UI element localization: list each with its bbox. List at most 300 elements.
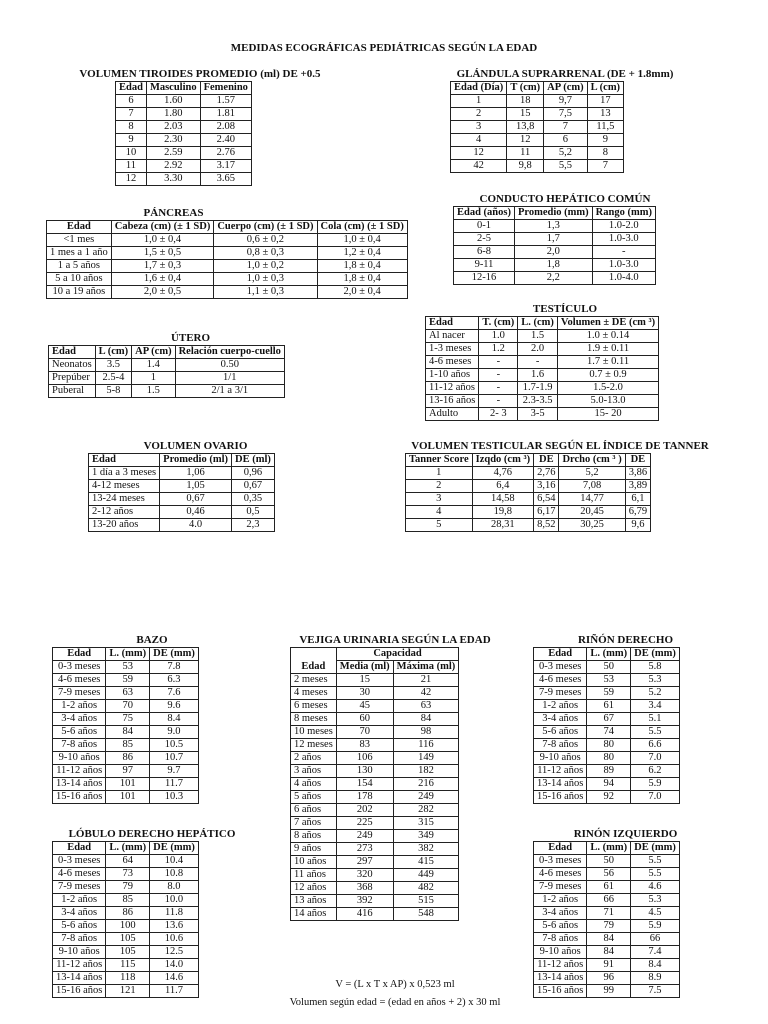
- table-cell: 15: [336, 674, 393, 687]
- table-cell: 2.30: [146, 134, 200, 147]
- table-cell: 84: [393, 713, 459, 726]
- tiroides-title: VOLUMEN TIROIDES PROMEDIO (ml) DE +0.5: [79, 68, 321, 80]
- table-cell: 416: [336, 908, 393, 921]
- table-row: [454, 272, 656, 285]
- table-cell: 59: [587, 687, 631, 700]
- tanner-table: [405, 453, 651, 532]
- table-cell: 9: [116, 134, 147, 147]
- table-cell: 12-16: [454, 272, 515, 285]
- table-row: [406, 506, 651, 519]
- table-cell: <1 mes: [47, 234, 112, 247]
- table-row: [451, 95, 624, 108]
- table-row: [534, 881, 680, 894]
- table-cell: 449: [393, 869, 459, 882]
- table-cell: 96: [587, 972, 631, 985]
- table-cell: 10.0: [150, 894, 199, 907]
- table-header-cell: Rango (mm): [592, 207, 655, 220]
- table-header-cell: Tanner Score: [406, 454, 473, 467]
- table-row: [116, 173, 252, 186]
- table-cell: 15-16 años: [534, 985, 587, 998]
- table-cell: 5 a 10 años: [47, 273, 112, 286]
- table-row: [49, 385, 285, 398]
- hepatico-title: CONDUCTO HEPÁTICO COMÚN: [479, 193, 651, 205]
- table-cell: 20,45: [559, 506, 625, 519]
- table-cell: 6.2: [631, 765, 680, 778]
- table-cell: 10.5: [150, 739, 199, 752]
- table-cell: 2,0 ± 0,5: [111, 286, 214, 299]
- table-row: [47, 260, 408, 273]
- table-cell: 115: [106, 959, 150, 972]
- table-row: [534, 868, 680, 881]
- table-row: [47, 234, 408, 247]
- table-cell: 0,96: [232, 467, 275, 480]
- table-header-cell: T (cm): [507, 82, 544, 95]
- table-cell: 13: [587, 108, 623, 121]
- table-cell: 4 meses: [291, 687, 337, 700]
- table-cell: 13,8: [507, 121, 544, 134]
- table-cell: 13-20 años: [89, 519, 160, 532]
- table-cell: 415: [393, 856, 459, 869]
- table-cell: 12 meses: [291, 739, 337, 752]
- table-cell: 1.80: [146, 108, 200, 121]
- table-row: [116, 134, 252, 147]
- table-row: [53, 778, 199, 791]
- table-cell: -: [479, 395, 518, 408]
- table-cell: 0-3 meses: [534, 855, 587, 868]
- table-cell: 11.8: [150, 907, 199, 920]
- table-header-cell: AP (cm): [544, 82, 587, 95]
- table-row: [291, 765, 459, 778]
- table-cell: 7.8: [150, 661, 199, 674]
- pancreas-table: [46, 220, 408, 299]
- table-cell: 84: [587, 946, 631, 959]
- table-row: [534, 907, 680, 920]
- table-cell: 0-1: [454, 220, 515, 233]
- table-cell: 1.0-3.0: [592, 233, 655, 246]
- utero-title: ÚTERO: [170, 332, 211, 344]
- table-cell: 8.9: [631, 972, 680, 985]
- table-row: [534, 791, 680, 804]
- table-cell: 3-5: [518, 408, 558, 421]
- table-row: [89, 506, 275, 519]
- table-cell: 73: [106, 868, 150, 881]
- table-row: [53, 765, 199, 778]
- utero-table: [48, 345, 285, 398]
- table-cell: -: [479, 356, 518, 369]
- table-header-cell: Cuerpo (cm) (± 1 SD): [214, 221, 317, 234]
- table-cell: 0-3 meses: [53, 855, 106, 868]
- table-cell: 1,05: [160, 480, 232, 493]
- table-cell: 74: [587, 726, 631, 739]
- table-group-header-row: [291, 648, 459, 661]
- rinon-izq-title: RINÓN IZQUIERDO: [573, 828, 678, 840]
- table-cell: 5: [406, 519, 473, 532]
- table-cell: 1,1 ± 0,3: [214, 286, 317, 299]
- testiculo-table: [425, 316, 659, 421]
- table-row: [53, 752, 199, 765]
- table-row: [426, 330, 659, 343]
- table-cell: 5,5: [544, 160, 587, 173]
- table-cell: 6-8: [454, 246, 515, 259]
- table-cell: 149: [393, 752, 459, 765]
- table-row: [53, 739, 199, 752]
- table-cell: 12 años: [291, 882, 337, 895]
- table-header-cell: L. (mm): [587, 648, 631, 661]
- table-cell: 1: [406, 467, 473, 480]
- table-row: [291, 908, 459, 921]
- table-header-cell: Drcho (cm ³ ): [559, 454, 625, 467]
- table-cell: -: [518, 356, 558, 369]
- table-cell: 101: [106, 778, 150, 791]
- table-cell: 84: [587, 933, 631, 946]
- table-cell: 2.92: [146, 160, 200, 173]
- table-row: [426, 343, 659, 356]
- table-cell: 4-6 meses: [534, 674, 587, 687]
- table-header-row: [47, 221, 408, 234]
- table-row: [291, 856, 459, 869]
- table-cell: 7-9 meses: [53, 881, 106, 894]
- table-cell: 30: [336, 687, 393, 700]
- rinon-der-title: RIÑÓN DERECHO: [577, 634, 674, 646]
- suprarrenal-title: GLÁNDULA SUPRARRENAL (DE + 1.8mm): [456, 68, 674, 80]
- table-cell: 1.5: [132, 385, 175, 398]
- table-cell: 1: [451, 95, 507, 108]
- table-cell: 84: [106, 726, 150, 739]
- table-cell: 2- 3: [479, 408, 518, 421]
- table-cell: -: [479, 382, 518, 395]
- table-cell: 1.4: [132, 359, 175, 372]
- table-cell: 1 a 5 años: [47, 260, 112, 273]
- table-row: [291, 843, 459, 856]
- table-row: [53, 791, 199, 804]
- testiculo-title: TESTÍCULO: [532, 303, 598, 315]
- tiroides-section: [40, 68, 360, 186]
- table-cell: 98: [393, 726, 459, 739]
- table-cell: 4.6: [631, 881, 680, 894]
- table-header-row: [451, 82, 624, 95]
- table-row: [89, 480, 275, 493]
- table-row: [291, 726, 459, 739]
- vejiga-formula: V = (L x T x AP) x 0,523 ml: [335, 979, 455, 990]
- table-row: [53, 661, 199, 674]
- table-cell: 4,76: [472, 467, 533, 480]
- table-header-cell: Edad (Día): [451, 82, 507, 95]
- table-cell: 1,2 ± 0,4: [317, 247, 407, 260]
- vejiga-note: Volumen según edad = (edad en años + 2) x 30 ml: [289, 997, 501, 1008]
- table-header-row: [89, 454, 275, 467]
- table-row: [291, 817, 459, 830]
- table-header-cell: DE: [534, 454, 559, 467]
- table-cell: 83: [336, 739, 393, 752]
- table-row: [406, 519, 651, 532]
- table-row: [53, 933, 199, 946]
- table-row: [53, 868, 199, 881]
- table-row: [534, 687, 680, 700]
- hepatico-table: [453, 206, 656, 285]
- table-row: [534, 959, 680, 972]
- table-row: [291, 869, 459, 882]
- table-header-cell: L (cm): [95, 346, 131, 359]
- table-cell: 5-6 años: [53, 920, 106, 933]
- table-row: [534, 726, 680, 739]
- table-cell: 8: [116, 121, 147, 134]
- table-cell: 0,67: [160, 493, 232, 506]
- table-row: [53, 959, 199, 972]
- table-row: [291, 882, 459, 895]
- table-cell: 0,46: [160, 506, 232, 519]
- table-cell: 3-4 años: [534, 713, 587, 726]
- table-cell: 9,8: [507, 160, 544, 173]
- table-cell: 0,6 ± 0,2: [214, 234, 317, 247]
- table-row: [534, 661, 680, 674]
- table-row: [406, 467, 651, 480]
- table-cell: 2-5: [454, 233, 515, 246]
- table-cell: 1.81: [200, 108, 251, 121]
- table-cell: 4: [406, 506, 473, 519]
- table-row: [53, 972, 199, 985]
- table-cell: 60: [336, 713, 393, 726]
- table-cell: 6,1: [625, 493, 650, 506]
- table-cell: 10.6: [150, 933, 199, 946]
- table-row: [534, 674, 680, 687]
- table-cell: 5-6 años: [534, 726, 587, 739]
- table-header-row: [534, 648, 680, 661]
- table-cell: 3.65: [200, 173, 251, 186]
- table-cell: 12: [451, 147, 507, 160]
- table-header-cell: DE (mm): [150, 648, 199, 661]
- table-cell: 2,0 ± 0,4: [317, 286, 407, 299]
- table-cell: 12: [116, 173, 147, 186]
- table-cell: 89: [587, 765, 631, 778]
- tanner-section: [405, 440, 715, 532]
- table-cell: 3-4 años: [534, 907, 587, 920]
- tanner-title: VOLUMEN TESTICULAR SEGÚN EL ÍNDICE DE TANNER: [411, 440, 709, 452]
- table-header-cell: Edad: [534, 842, 587, 855]
- table-cell: 1.7-1.9: [518, 382, 558, 395]
- table-cell: 6 meses: [291, 700, 337, 713]
- table-row: [291, 739, 459, 752]
- table-cell: Neonatos: [49, 359, 96, 372]
- table-header-cell: Edad: [49, 346, 96, 359]
- table-cell: 5 años: [291, 791, 337, 804]
- table-cell: 15-16 años: [53, 985, 106, 998]
- table-header-cell: Edad: [89, 454, 160, 467]
- table-row: [53, 894, 199, 907]
- table-header-cell: DE (mm): [150, 842, 199, 855]
- table-cell: 1.2: [479, 343, 518, 356]
- table-row: [451, 147, 624, 160]
- table-row: [451, 134, 624, 147]
- table-cell: 2,0: [514, 246, 592, 259]
- table-row: [291, 895, 459, 908]
- table-cell: 105: [106, 933, 150, 946]
- table-row: [454, 246, 656, 259]
- table-row: [426, 408, 659, 421]
- vejiga-table: [290, 647, 459, 921]
- table-cell: 14,77: [559, 493, 625, 506]
- table-cell: 9 años: [291, 843, 337, 856]
- lobulo-table: [52, 841, 199, 998]
- table-cell: 3: [451, 121, 507, 134]
- table-cell: 5-8: [95, 385, 131, 398]
- table-header-cell: Promedio (mm): [514, 207, 592, 220]
- ovario-table: [88, 453, 275, 532]
- table-cell: 79: [587, 920, 631, 933]
- table-header-cell: AP (cm): [132, 346, 175, 359]
- table-cell: 0-3 meses: [53, 661, 106, 674]
- table-header-row: [534, 842, 680, 855]
- table-cell: 182: [393, 765, 459, 778]
- table-cell: 79: [106, 881, 150, 894]
- table-row: [534, 985, 680, 998]
- lobulo-title: LÓBULO DERECHO HEPÁTICO: [68, 828, 236, 840]
- table-cell: 1: [132, 372, 175, 385]
- table-cell: 4 años: [291, 778, 337, 791]
- table-header-cell: Cabeza (cm) (± 1 SD): [111, 221, 214, 234]
- table-cell: 7,5: [544, 108, 587, 121]
- table-cell: 2.59: [146, 147, 200, 160]
- table-cell: 5.3: [631, 894, 680, 907]
- table-row: [534, 855, 680, 868]
- rinon-der-section: [533, 634, 718, 804]
- table-cell: 10.7: [150, 752, 199, 765]
- table-cell: Puberal: [49, 385, 96, 398]
- table-header-cell: Edad: [53, 648, 106, 661]
- table-cell: 97: [106, 765, 150, 778]
- table-cell: 6,17: [534, 506, 559, 519]
- table-row: [426, 369, 659, 382]
- table-row: [291, 778, 459, 791]
- table-cell: 11-12 años: [53, 959, 106, 972]
- table-cell: 1,8: [514, 259, 592, 272]
- table-cell: 13 años: [291, 895, 337, 908]
- table-row: [53, 907, 199, 920]
- table-cell: 7.0: [631, 791, 680, 804]
- table-row: [426, 382, 659, 395]
- table-cell: 9-11: [454, 259, 515, 272]
- table-row: [53, 855, 199, 868]
- table-cell: 1,5 ± 0,5: [111, 247, 214, 260]
- table-cell: 0-3 meses: [534, 661, 587, 674]
- table-cell: 382: [393, 843, 459, 856]
- page-title: MEDIDAS ECOGRÁFICAS PEDIÁTRICAS SEGÚN LA EDAD: [230, 42, 538, 54]
- table-cell: 61: [587, 881, 631, 894]
- table-row: [534, 752, 680, 765]
- table-cell: 154: [336, 778, 393, 791]
- table-cell: 0,8 ± 0,3: [214, 247, 317, 260]
- table-row: [534, 920, 680, 933]
- table-cell: 5.2: [631, 687, 680, 700]
- table-cell: 1-2 años: [53, 700, 106, 713]
- tiroides-table: [115, 81, 252, 186]
- table-cell: 3-4 años: [53, 907, 106, 920]
- table-cell: 6: [544, 134, 587, 147]
- table-cell: 1.0-4.0: [592, 272, 655, 285]
- table-row: [291, 791, 459, 804]
- table-header-cell: Media (ml): [336, 661, 393, 674]
- table-row: [49, 372, 285, 385]
- table-cell: 17: [587, 95, 623, 108]
- table-header-cell: Edad (años): [454, 207, 515, 220]
- table-header-cell: Edad: [426, 317, 479, 330]
- table-cell: 1-2 años: [534, 894, 587, 907]
- table-cell: 1.0-2.0: [592, 220, 655, 233]
- table-cell: 3-4 años: [53, 713, 106, 726]
- table-header-cell: DE (mm): [631, 648, 680, 661]
- table-cell: 21: [393, 674, 459, 687]
- hepatico-section: [445, 193, 685, 285]
- table-cell: 1.7 ± 0.11: [557, 356, 658, 369]
- table-cell: 482: [393, 882, 459, 895]
- table-cell: 7-9 meses: [53, 687, 106, 700]
- table-cell: 4: [451, 134, 507, 147]
- table-cell: 8.4: [631, 959, 680, 972]
- table-cell: 100: [106, 920, 150, 933]
- table-cell: 53: [587, 674, 631, 687]
- table-header-cell: L. (mm): [106, 842, 150, 855]
- table-cell: 13-16 años: [426, 395, 479, 408]
- table-header-cell: Edad: [53, 842, 106, 855]
- table-cell: 13-14 años: [534, 972, 587, 985]
- table-cell: 4-6 meses: [53, 868, 106, 881]
- table-cell: 14.0: [150, 959, 199, 972]
- table-header-cell: [291, 648, 337, 661]
- table-cell: 11-12 años: [426, 382, 479, 395]
- table-row: [454, 233, 656, 246]
- table-cell: 70: [336, 726, 393, 739]
- table-cell: 45: [336, 700, 393, 713]
- table-cell: 19,8: [472, 506, 533, 519]
- table-cell: 61: [587, 700, 631, 713]
- bazo-section: [52, 634, 252, 804]
- table-cell: 63: [106, 687, 150, 700]
- table-row: [426, 356, 659, 369]
- table-row: [534, 778, 680, 791]
- table-row: [116, 95, 252, 108]
- table-cell: 66: [587, 894, 631, 907]
- table-header-cell: L (cm): [587, 82, 623, 95]
- table-cell: Adulto: [426, 408, 479, 421]
- table-row: [116, 147, 252, 160]
- table-cell: 11 años: [291, 869, 337, 882]
- pancreas-title: PÁNCREAS: [143, 207, 204, 219]
- table-cell: 5.5: [631, 855, 680, 868]
- rinon-der-table: [533, 647, 680, 804]
- table-cell: 13-24 meses: [89, 493, 160, 506]
- table-cell: 7-8 años: [534, 739, 587, 752]
- table-cell: 0.7 ± 0.9: [557, 369, 658, 382]
- table-cell: 70: [106, 700, 150, 713]
- table-row: [89, 493, 275, 506]
- table-row: [534, 894, 680, 907]
- table-cell: 9.7: [150, 765, 199, 778]
- table-cell: 548: [393, 908, 459, 921]
- table-cell: 12.5: [150, 946, 199, 959]
- table-row: [454, 220, 656, 233]
- table-cell: 15-16 años: [534, 791, 587, 804]
- table-cell: 1.6: [518, 369, 558, 382]
- table-row: [47, 286, 408, 299]
- table-row: [454, 259, 656, 272]
- table-cell: 1.9 ± 0.11: [557, 343, 658, 356]
- table-cell: 9,6: [625, 519, 650, 532]
- table-cell: 7-8 años: [534, 933, 587, 946]
- table-cell: 4.5: [631, 907, 680, 920]
- table-cell: 4-12 meses: [89, 480, 160, 493]
- table-cell: 3.4: [631, 700, 680, 713]
- table-cell: 5.0-13.0: [557, 395, 658, 408]
- table-cell: 121: [106, 985, 150, 998]
